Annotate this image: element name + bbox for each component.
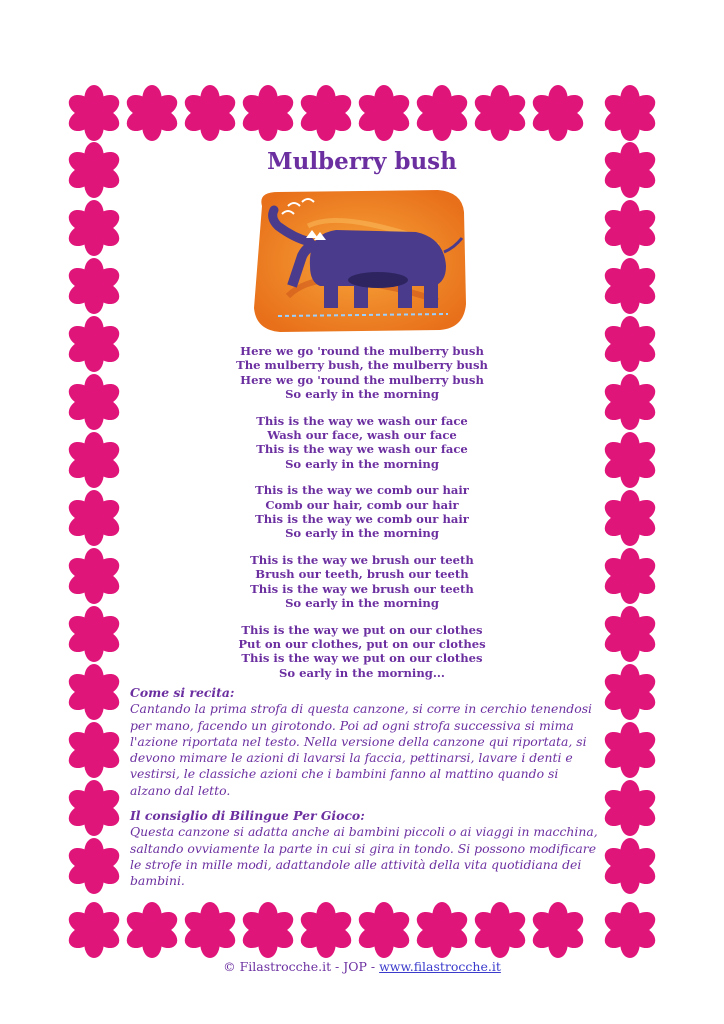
flower-icon	[601, 663, 659, 721]
flower-icon	[65, 721, 123, 779]
flower-icon	[123, 84, 181, 142]
flower-icon	[65, 663, 123, 721]
flower-icon	[65, 84, 123, 142]
flower-icon	[529, 84, 587, 142]
flower-icon	[181, 901, 239, 959]
flower-icon	[601, 199, 659, 257]
lyric-line: This is the way we comb our hair	[255, 511, 469, 526]
flower-icon	[65, 257, 123, 315]
stanza	[130, 414, 594, 471]
flower-icon	[355, 84, 413, 142]
lyric-line: So early in the morning...	[279, 665, 445, 680]
lyric-line: So early in the morning	[285, 526, 439, 541]
flower-icon	[297, 901, 355, 959]
footer-link[interactable]: www.filastrocche.it	[379, 959, 501, 974]
lyric-line: So early in the morning	[285, 456, 439, 471]
lyric-line: Brush our teeth, brush our teeth	[255, 567, 469, 582]
lyric-line: This is the way we put on our clothes	[241, 622, 483, 637]
tip-body: Questa canzone si adatta anche ai bambini piccoli o ai viaggi in macchina, saltando ovviamente la parte in cui si gira in tondo. Si possono modificare le strofe in mille modi, adattandole alle attività della vita quotidiana dei bambini.	[130, 824, 598, 889]
flower-icon	[601, 489, 659, 547]
tip-heading: Il consiglio di Bilingue Per Gioco:	[130, 808, 365, 823]
flower-icon	[239, 84, 297, 142]
flower-icon	[65, 315, 123, 373]
flower-icon	[601, 901, 659, 959]
lyric-line: Put on our clothes, put on our clothes	[238, 637, 486, 652]
flower-icon	[413, 901, 471, 959]
flower-icon	[601, 605, 659, 663]
page-title: Mulberry bush	[267, 148, 457, 175]
lyric-line: This is the way we brush our teeth	[250, 581, 474, 596]
tip-section	[130, 808, 600, 889]
flower-icon	[601, 315, 659, 373]
elephant-painting-icon	[248, 186, 470, 334]
lyric-line: So early in the morning	[285, 386, 439, 401]
flower-icon	[601, 721, 659, 779]
flower-icon	[601, 257, 659, 315]
flower-icon	[65, 431, 123, 489]
stanza	[130, 344, 594, 401]
flower-icon	[181, 84, 239, 142]
lyric-line: This is the way we put on our clothes	[241, 651, 483, 666]
lyric-line: This is the way we wash our face	[256, 413, 468, 428]
flower-icon	[65, 837, 123, 895]
flower-icon	[471, 84, 529, 142]
flower-icon	[601, 84, 659, 142]
lyric-line: The mulberry bush, the mulberry bush	[236, 358, 488, 373]
flower-icon	[65, 605, 123, 663]
lyric-line: This is the way we wash our face	[256, 442, 468, 457]
stanza	[130, 553, 594, 610]
flower-icon	[65, 199, 123, 257]
lyric-line: Here we go 'round the mulberry bush	[240, 344, 484, 358]
lyric-line: This is the way we brush our teeth	[250, 553, 474, 568]
flower-icon	[601, 547, 659, 605]
flower-icon	[601, 431, 659, 489]
footer	[0, 959, 724, 974]
how-to-body: Cantando la prima strofa di questa canzone, si corre in cerchio tenendosi per mano, facendo un girotondo. Poi ad ogni strofa successiva si mima l'azione riportata nel testo. Nella versione della canzone qui riportata, si devono mimare le azioni di lavarsi la faccia, pettinarsi, lavare i denti e vestirsi, le classiche azioni che i bambini fanno al mattino quando si alzano dal letto.	[130, 701, 593, 798]
flower-icon	[123, 901, 181, 959]
lyric-line: This is the way we comb our hair	[255, 483, 469, 498]
stanza	[130, 483, 594, 540]
flower-icon	[65, 373, 123, 431]
lyrics	[130, 344, 594, 692]
how-to-heading: Come si recita:	[130, 685, 235, 700]
lyric-line: Wash our face, wash our face	[267, 427, 457, 442]
flower-icon	[65, 901, 123, 959]
footer-credit: © Filastrocche.it - JOP -	[223, 959, 380, 974]
flower-icon	[529, 901, 587, 959]
flower-icon	[601, 779, 659, 837]
flower-icon	[297, 84, 355, 142]
flower-icon	[355, 901, 413, 959]
lyric-line: Here we go 'round the mulberry bush	[240, 372, 484, 387]
flower-icon	[601, 837, 659, 895]
how-to-section	[130, 685, 600, 799]
lyric-line: Comb our hair, comb our hair	[265, 497, 459, 512]
flower-icon	[471, 901, 529, 959]
flower-icon	[65, 779, 123, 837]
flower-icon	[65, 489, 123, 547]
flower-icon	[601, 373, 659, 431]
flower-icon	[65, 547, 123, 605]
lyric-line: So early in the morning	[285, 595, 439, 610]
flower-icon	[239, 901, 297, 959]
flower-icon	[413, 84, 471, 142]
stanza	[130, 623, 594, 680]
